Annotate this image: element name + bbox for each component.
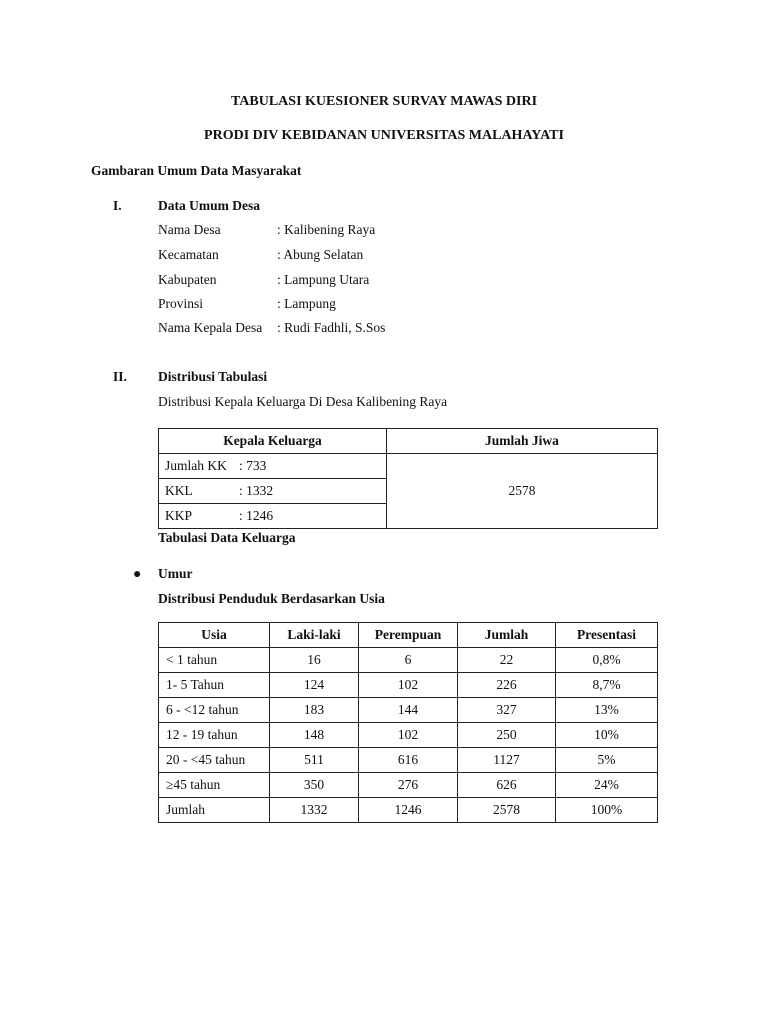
- field-label-kepala-desa: Nama Kepala Desa: [158, 320, 263, 335]
- table-cell: 1127: [458, 748, 556, 773]
- table-row: [159, 648, 658, 673]
- section1-title: Data Umum Desa: [158, 198, 260, 213]
- table-cell: 13%: [556, 698, 658, 723]
- usia-table: [158, 622, 658, 823]
- table-cell: 511: [270, 748, 359, 773]
- table-cell: Jumlah: [159, 798, 270, 823]
- table-header-cell: Presentasi: [556, 623, 658, 648]
- section2-subtitle: Distribusi Kepala Keluarga Di Desa Kalibening Raya: [158, 394, 448, 409]
- kk-row-value: : 1332: [239, 483, 274, 498]
- jumlah-jiwa-cell: 2578: [387, 454, 658, 529]
- table-cell: 102: [359, 673, 458, 698]
- section1-number: I.: [113, 198, 122, 213]
- table-cell: 226: [458, 673, 556, 698]
- table-row: [159, 454, 658, 479]
- table-header-row: [159, 623, 658, 648]
- table-header-cell: Kepala Keluarga: [159, 429, 387, 454]
- table-cell: ≥45 tahun: [159, 773, 270, 798]
- section-heading: Gambaran Umum Data Masyarakat: [91, 163, 302, 178]
- table-total-row: [159, 798, 658, 823]
- section2-title: Distribusi Tabulasi: [158, 369, 268, 384]
- table-cell: 350: [270, 773, 359, 798]
- field-label-kecamatan: Kecamatan: [158, 247, 219, 262]
- table-cell: [159, 504, 387, 529]
- table-cell: 2578: [458, 798, 556, 823]
- usia-heading: Distribusi Penduduk Berdasarkan Usia: [158, 591, 385, 606]
- table-cell: 144: [359, 698, 458, 723]
- table-cell: 0,8%: [556, 648, 658, 673]
- table-row: [159, 773, 658, 798]
- document-title: TABULASI KUESIONER SURVAY MAWAS DIRI: [230, 94, 538, 109]
- kk-row-label: KKL: [165, 483, 193, 498]
- table-cell: 6 - <12 tahun: [159, 698, 270, 723]
- field-value-kabupaten: : Lampung Utara: [277, 272, 370, 287]
- table-cell: [159, 479, 387, 504]
- table-header-cell: Jumlah: [458, 623, 556, 648]
- table-header-cell: Laki-laki: [270, 623, 359, 648]
- kk-row-value: : 1246: [239, 508, 274, 523]
- table-cell: 616: [359, 748, 458, 773]
- bullet-icon: ●: [133, 567, 142, 582]
- table-cell: 8,7%: [556, 673, 658, 698]
- field-value-kepala-desa: : Rudi Fadhli, S.Sos: [277, 320, 386, 335]
- table-cell: 1332: [270, 798, 359, 823]
- table-cell: 626: [458, 773, 556, 798]
- table-cell: 183: [270, 698, 359, 723]
- table-cell: 1246: [359, 798, 458, 823]
- kk-row-label: KKP: [165, 508, 193, 523]
- table-cell: 100%: [556, 798, 658, 823]
- table-cell: 124: [270, 673, 359, 698]
- table-row: [159, 748, 658, 773]
- table-cell: 6: [359, 648, 458, 673]
- table-header-row: [159, 429, 658, 454]
- table-cell: 20 - <45 tahun: [159, 748, 270, 773]
- field-label-kabupaten: Kabupaten: [158, 272, 217, 287]
- kk-row-value: : 733: [239, 458, 267, 473]
- tabulasi-heading: Tabulasi Data Keluarga: [158, 530, 296, 545]
- table-cell: < 1 tahun: [159, 648, 270, 673]
- table-cell: 148: [270, 723, 359, 748]
- table-cell: 5%: [556, 748, 658, 773]
- table-row: [159, 673, 658, 698]
- field-label-nama-desa: Nama Desa: [158, 222, 221, 237]
- table-cell: 16: [270, 648, 359, 673]
- kk-row-label: Jumlah KK: [165, 458, 227, 473]
- table-header-cell: Jumlah Jiwa: [387, 429, 658, 454]
- table-cell: 1- 5 Tahun: [159, 673, 270, 698]
- document-subtitle: PRODI DIV KEBIDANAN UNIVERSITAS MALAHAYATI: [204, 128, 564, 143]
- table-header-cell: Usia: [159, 623, 270, 648]
- field-value-nama-desa: : Kalibening Raya: [277, 222, 376, 237]
- bullet-label: Umur: [158, 566, 193, 581]
- table-cell: 10%: [556, 723, 658, 748]
- table-cell: [159, 454, 387, 479]
- table-cell: 22: [458, 648, 556, 673]
- table-cell: 276: [359, 773, 458, 798]
- table-header-cell: Perempuan: [359, 623, 458, 648]
- table-cell: 12 - 19 tahun: [159, 723, 270, 748]
- table-row: [159, 723, 658, 748]
- field-value-kecamatan: : Abung Selatan: [277, 247, 364, 262]
- field-label-provinsi: Provinsi: [158, 296, 204, 311]
- table-cell: 327: [458, 698, 556, 723]
- field-value-provinsi: : Lampung: [277, 296, 336, 311]
- table-cell: 24%: [556, 773, 658, 798]
- table-row: [159, 698, 658, 723]
- section2-number: II.: [113, 369, 127, 384]
- kepala-keluarga-table: [158, 428, 658, 529]
- table-cell: 250: [458, 723, 556, 748]
- table-cell: 102: [359, 723, 458, 748]
